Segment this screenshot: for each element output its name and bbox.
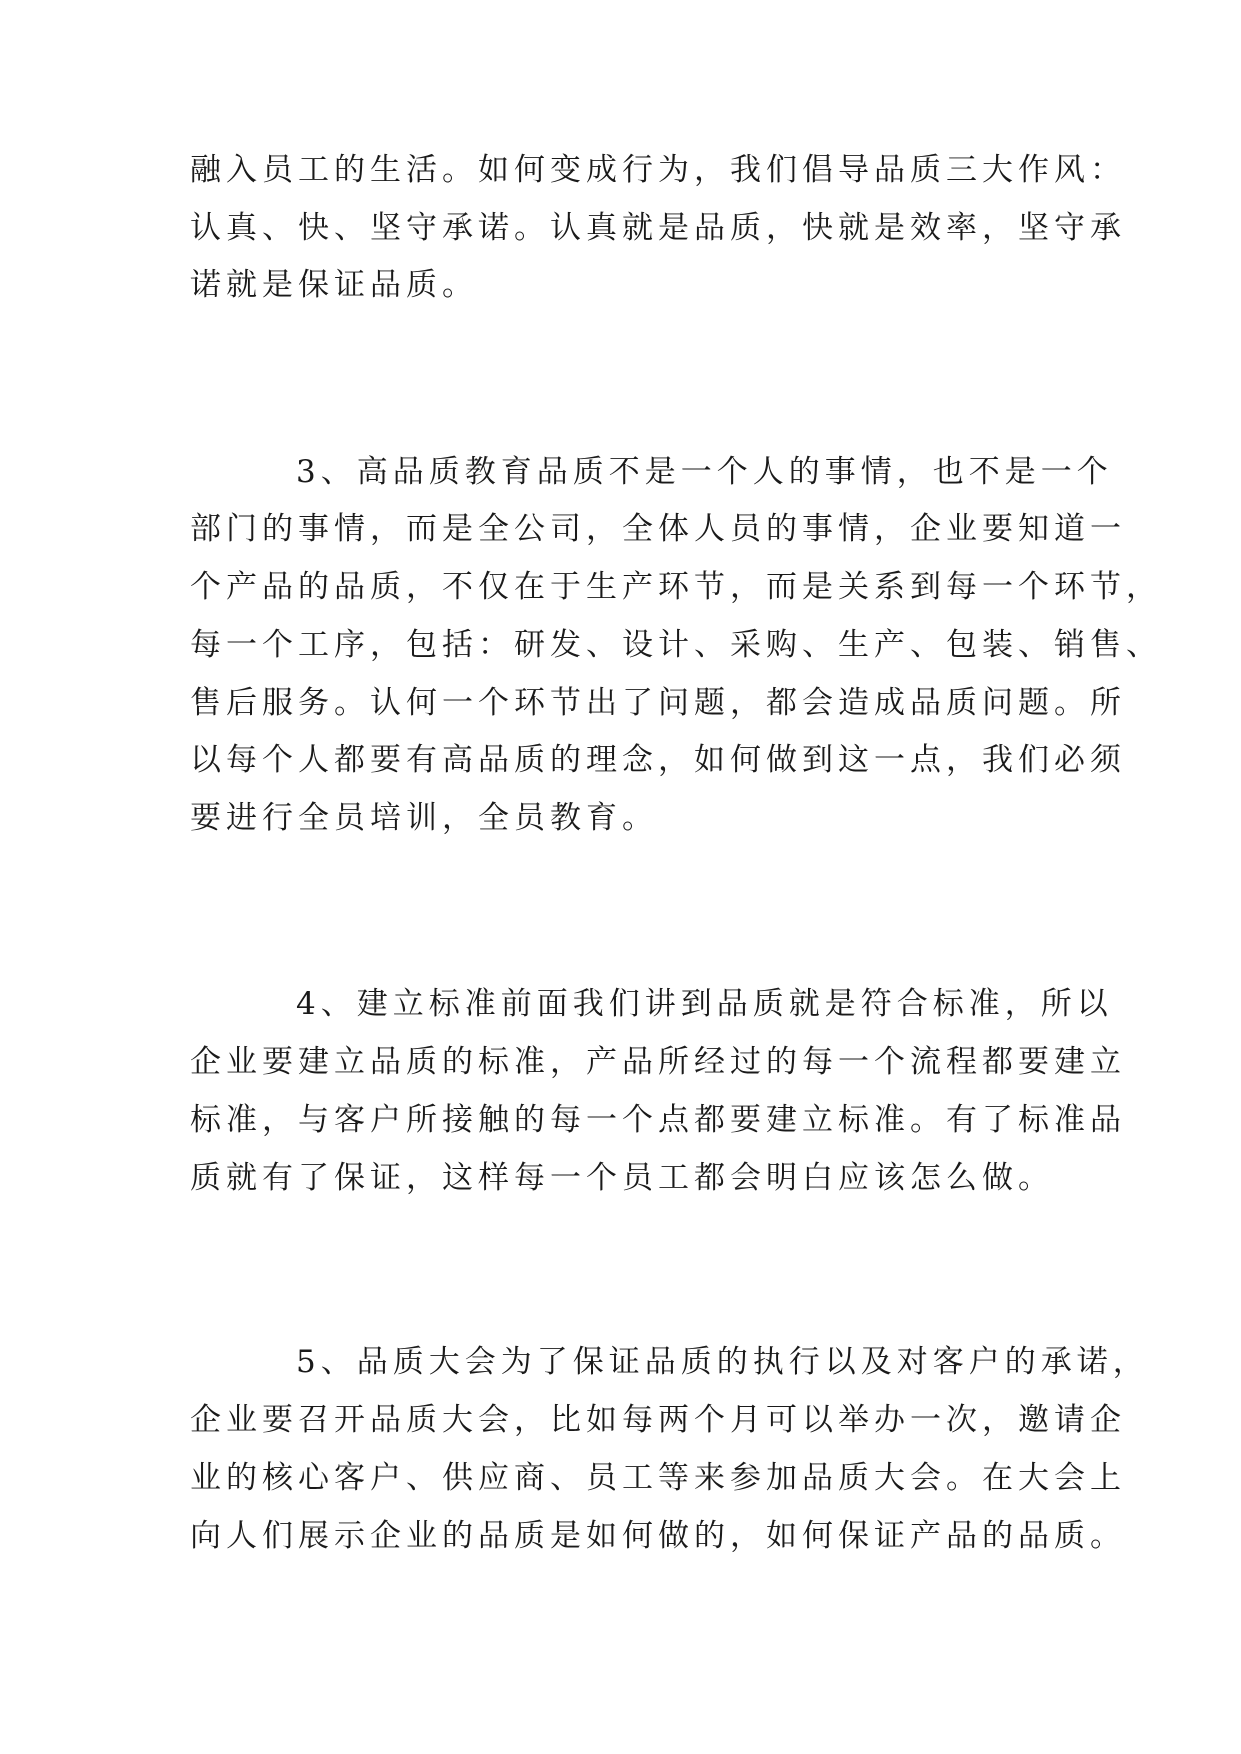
- text-line: 企业要建立品质的标准，产品所经过的每一个流程都要建立: [190, 1044, 1126, 1080]
- text-line: 标准，与客户所接触的每一个点都要建立标准。有了标准品: [190, 1102, 1126, 1138]
- text-line: 5、品质大会为了保证品质的执行以及对客户的承诺，: [296, 1344, 1149, 1380]
- text-line: 向人们展示企业的品质是如何做的，如何保证产品的品质。: [190, 1518, 1126, 1554]
- text-line: 3、高品质教育品质不是一个人的事情，也不是一个: [296, 454, 1113, 490]
- text-line: 企业要召开品质大会，比如每两个月可以举办一次，邀请企: [190, 1402, 1126, 1438]
- text-line: 质就有了保证，这样每一个员工都会明白应该怎么做。: [190, 1160, 1054, 1196]
- text-line: 融入员工的生活。如何变成行为，我们倡导品质三大作风：: [190, 152, 1126, 188]
- text-line: 认真、快、坚守承诺。认真就是品质，快就是效率，坚守承: [190, 210, 1126, 246]
- text-line: 业的核心客户、供应商、员工等来参加品质大会。在大会上: [190, 1460, 1126, 1496]
- text-line: 诺就是保证品质。: [190, 267, 478, 303]
- text-line: 部门的事情，而是全公司，全体人员的事情，企业要知道一: [190, 511, 1126, 547]
- text-line: 个产品的品质，不仅在于生产环节，而是关系到每一个环节，: [190, 569, 1162, 605]
- text-line: 售后服务。认何一个环节出了问题，都会造成品质问题。所: [190, 685, 1126, 721]
- text-line: 每一个工序，包括：研发、设计、采购、生产、包装、销售、: [190, 627, 1162, 663]
- text-line: 4、建立标准前面我们讲到品质就是符合标准，所以: [296, 986, 1113, 1022]
- text-line: 要进行全员培训，全员教育。: [190, 800, 658, 836]
- text-line: 以每个人都要有高品质的理念，如何做到这一点，我们必须: [190, 742, 1126, 778]
